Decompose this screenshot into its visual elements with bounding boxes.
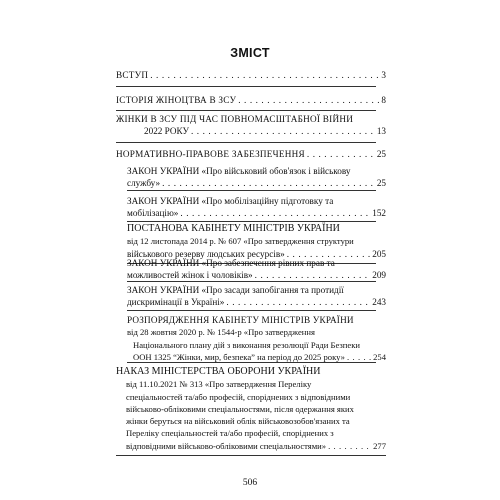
toc-entry-subtitle: 2022 РОКУ [144, 126, 189, 137]
toc-entry-page: 152 [372, 208, 386, 219]
divider [127, 221, 376, 222]
toc-entry-title-cont: від 12 листопада 2014 р. № 607 «Про затвердження структури [127, 236, 354, 247]
toc-entry-title-cont: мобілізацію» [127, 208, 179, 219]
divider [116, 110, 376, 111]
toc-entry-zakon-4 [127, 284, 386, 309]
toc-entry-title-cont: Переліку спеціальностей та/або професій, споріднених з [126, 428, 334, 439]
toc-entry-zakon-2 [127, 195, 386, 220]
toc-entry-title-cont: від 28 жовтня 2020 р. № 1544-р «Про затвердження [127, 327, 315, 338]
leader-dots [150, 69, 379, 81]
toc-entry-page: 25 [376, 178, 386, 189]
toc-entry-page: 25 [376, 149, 386, 159]
toc-entry-page: 243 [372, 297, 386, 308]
leader-dots [180, 207, 370, 219]
toc-entry-title-cont: відповідними військово-обліковими спеціальностями» [126, 440, 327, 451]
toc-entry-title: ІСТОРІЯ ЖІНОЦТВА В ЗСУ [116, 95, 237, 105]
leader-dots [307, 148, 375, 160]
toc-entry-rozporiadzhennia [127, 314, 386, 363]
toc-entry-page: 205 [372, 248, 386, 259]
page-title: ЗМІСТ [230, 46, 270, 60]
toc-entry-title: ПОСТАНОВА КАБІНЕТУ МІНІСТРІВ УКРАЇНИ [127, 223, 340, 234]
toc-entry-title: ЗАКОН УКРАЇНИ «Про засади запобігання та протидії [127, 285, 344, 295]
toc-entry-postanova [127, 223, 386, 260]
divider [127, 310, 376, 311]
toc-entry-normatyvno [116, 148, 386, 160]
page-number: 506 [242, 478, 258, 488]
toc-entry-zakon-3 [127, 257, 386, 282]
toc-entry-title-cont: військового резерву людських ресурсів» [127, 248, 285, 259]
toc-entry-nakaz [116, 366, 386, 452]
leader-dots [328, 440, 371, 452]
divider [116, 86, 376, 87]
toc-entry-zakon-1 [127, 165, 386, 190]
toc-entry-title: ВСТУП [116, 70, 149, 80]
toc-entry-page: 277 [373, 440, 386, 451]
leader-dots [191, 125, 375, 137]
toc-entry-title-cont: можливостей жінок і чоловіків» [127, 270, 253, 281]
divider [116, 142, 376, 143]
toc-entry-title-cont: дискримінації в Україні» [127, 297, 225, 308]
toc-entry-vstup [116, 69, 386, 81]
toc-entry-title: ЖІНКИ В ЗСУ ПІД ЧАС ПОВНОМАСШТАБНОЇ ВІЙНИ [116, 114, 354, 124]
divider [127, 362, 376, 363]
toc-entry-title: НОРМАТИВНО-ПРАВОВЕ ЗАБЕЗПЕЧЕННЯ [116, 149, 305, 159]
toc-entry-title: ЗАКОН УКРАЇНИ «Про забезпечення рівних прав та [127, 258, 335, 268]
leader-dots [238, 94, 379, 106]
toc-entry-page: 13 [376, 126, 386, 137]
toc-entry-title-cont: ООН 1325 “Жінки, мир, безпека” на період до 2025 року» [133, 351, 345, 362]
leader-dots [226, 296, 370, 308]
divider [127, 281, 376, 282]
toc-entry-istoriia [116, 94, 386, 106]
toc-entry-page: 254 [373, 351, 386, 362]
toc-entry-zhinky [116, 113, 386, 138]
toc-entry-page: 3 [381, 70, 386, 80]
toc-entry-title: РОЗПОРЯДЖЕННЯ КАБІНЕТУ МІНІСТРІВ УКРАЇНИ [127, 315, 354, 325]
leader-dots [255, 269, 371, 281]
toc-entry-page: 209 [372, 270, 386, 281]
toc-entry-title-cont: від 11.10.2021 № 313 «Про затвердження Переліку [126, 379, 312, 390]
divider [127, 190, 376, 191]
toc-entry-title: ЗАКОН УКРАЇНИ «Про мобілізаційну підготовку та [127, 196, 334, 206]
toc-entry-title-cont: військово-обліковими спеціальностями, після одержання яких [126, 403, 354, 414]
toc-entry-title-cont: службу» [127, 178, 161, 189]
leader-dots [162, 177, 375, 189]
toc-entry-page: 8 [381, 95, 386, 105]
divider [116, 455, 386, 456]
toc-entry-title-cont: Національного плану дій з виконання резолюції Ради Безпеки [133, 339, 360, 350]
toc-entry-title-cont: спеціальностей та/або професій, споріднених з відповідними [126, 391, 351, 402]
toc-entry-title-cont: жінки беруться на військовий облік військовозобов'язаних та [126, 416, 350, 427]
toc-entry-title: НАКАЗ МІНІСТЕРСТВА ОБОРОНИ УКРАЇНИ [116, 366, 321, 377]
toc-entry-title: ЗАКОН УКРАЇНИ «Про військовий обов'язок і військову [127, 166, 351, 176]
